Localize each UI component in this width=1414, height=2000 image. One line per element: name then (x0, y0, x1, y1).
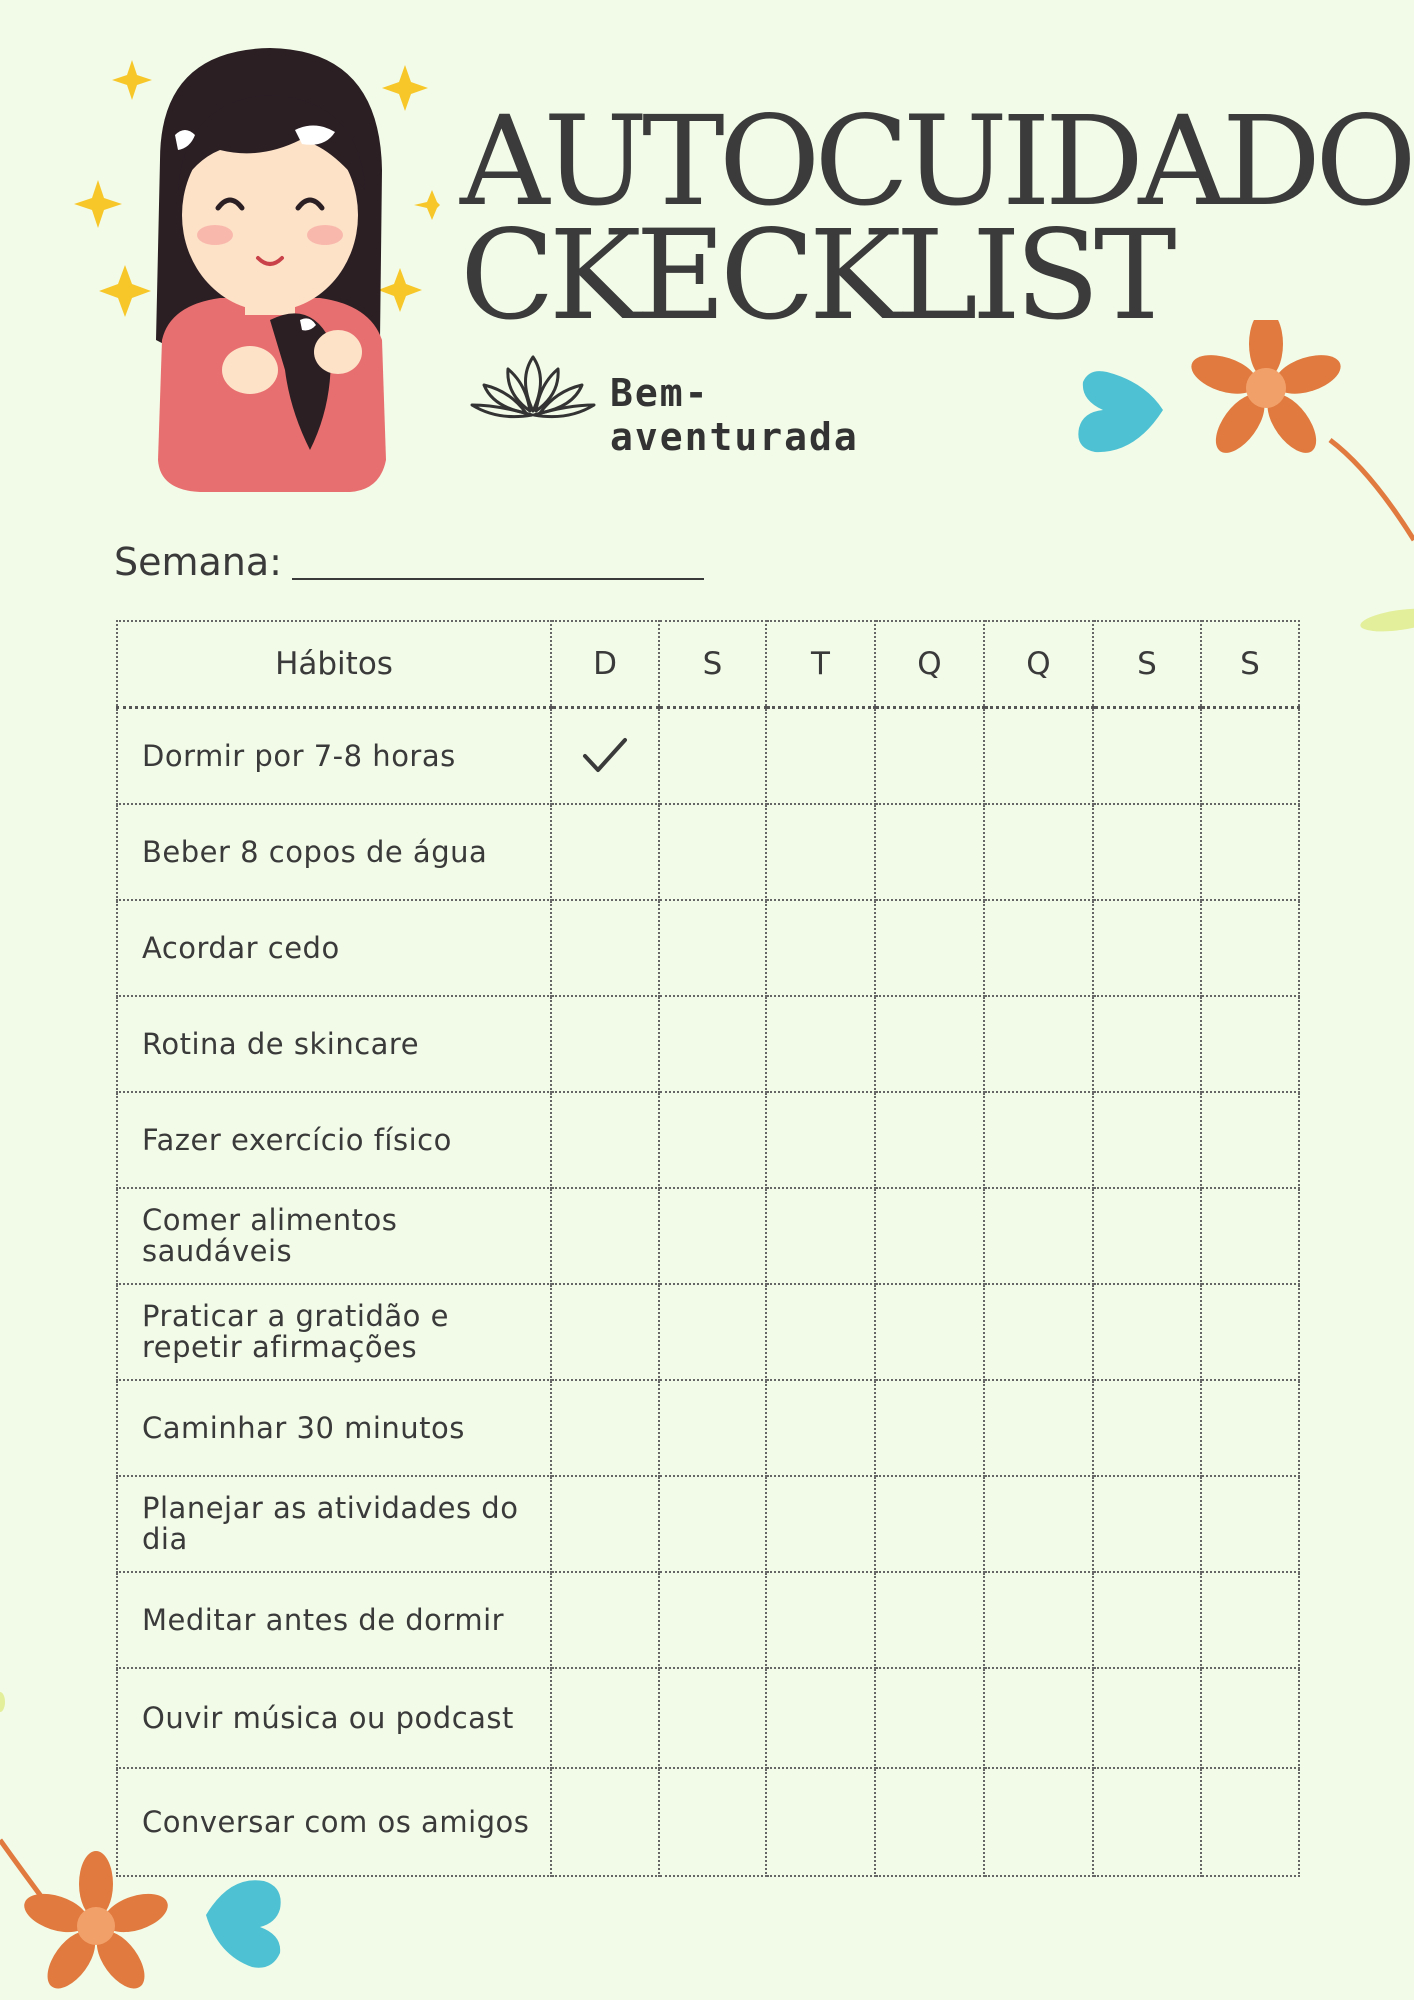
day-column-header: S (1201, 621, 1299, 708)
day-check-cell[interactable] (659, 804, 766, 900)
day-check-cell[interactable] (1201, 1476, 1299, 1572)
day-check-cell[interactable] (1201, 900, 1299, 996)
week-label: Semana: (114, 540, 282, 584)
day-check-cell[interactable] (1093, 1768, 1201, 1876)
day-check-cell[interactable] (551, 1092, 659, 1188)
day-check-cell[interactable] (984, 1188, 1093, 1284)
habit-column-header: Hábitos (117, 621, 551, 708)
day-check-cell[interactable] (659, 1188, 766, 1284)
day-check-cell[interactable] (875, 804, 984, 900)
day-check-cell[interactable] (659, 1380, 766, 1476)
day-check-cell[interactable] (766, 1188, 875, 1284)
day-check-cell[interactable] (1093, 1284, 1201, 1380)
day-check-cell[interactable] (551, 1188, 659, 1284)
day-check-cell[interactable] (1093, 708, 1201, 805)
day-check-cell[interactable] (984, 1768, 1093, 1876)
day-check-cell[interactable] (659, 708, 766, 805)
day-check-cell[interactable] (1201, 708, 1299, 805)
day-check-cell[interactable] (659, 1092, 766, 1188)
day-column-header: D (551, 621, 659, 708)
week-input-line[interactable] (292, 578, 704, 580)
day-check-cell[interactable] (766, 1284, 875, 1380)
day-check-cell[interactable] (875, 1092, 984, 1188)
habit-label: Ouvir música ou podcast (117, 1668, 551, 1768)
day-check-cell[interactable] (875, 708, 984, 805)
day-check-cell[interactable] (1093, 804, 1201, 900)
habit-label: Beber 8 copos de água (117, 804, 551, 900)
flower-stem (1330, 440, 1414, 540)
table-row (117, 1572, 1299, 1668)
day-check-cell[interactable] (875, 900, 984, 996)
habit-table (116, 620, 1300, 1877)
day-check-cell[interactable] (659, 996, 766, 1092)
day-check-cell[interactable] (1201, 1572, 1299, 1668)
day-column-header: Q (875, 621, 984, 708)
page-title: AUTOCUIDADO CKECKLIST (460, 90, 1411, 348)
lotus-icon (468, 349, 598, 425)
day-check-cell[interactable] (766, 1768, 875, 1876)
day-check-cell[interactable] (1093, 900, 1201, 996)
habit-label: Planejar as atividades do dia (117, 1476, 551, 1572)
day-check-cell[interactable] (875, 1380, 984, 1476)
day-check-cell[interactable] (659, 1768, 766, 1876)
day-check-cell[interactable] (875, 1668, 984, 1768)
day-check-cell[interactable] (766, 1572, 875, 1668)
table-row (117, 1284, 1299, 1380)
day-check-cell[interactable] (551, 1380, 659, 1476)
flower-icon (19, 1851, 172, 1997)
day-check-cell[interactable] (551, 1768, 659, 1876)
day-column-header: Q (984, 621, 1093, 708)
habit-label: Fazer exercício físico (117, 1092, 551, 1188)
day-check-cell[interactable] (551, 1476, 659, 1572)
table-row (117, 1668, 1299, 1768)
day-check-cell[interactable] (551, 900, 659, 996)
table-row (117, 1380, 1299, 1476)
day-check-cell[interactable] (766, 1092, 875, 1188)
habit-label: Praticar a gratidão e repetir afirmações (117, 1284, 551, 1380)
habit-label: Caminhar 30 minutos (117, 1380, 551, 1476)
day-check-cell[interactable] (984, 1476, 1093, 1572)
day-check-cell[interactable] (551, 804, 659, 900)
day-check-cell[interactable] (875, 1188, 984, 1284)
day-check-cell[interactable] (984, 900, 1093, 996)
day-check-cell[interactable] (984, 1092, 1093, 1188)
day-check-cell[interactable] (766, 1476, 875, 1572)
day-check-cell[interactable] (1093, 1476, 1201, 1572)
day-check-cell[interactable] (766, 1380, 875, 1476)
table-row (117, 1092, 1299, 1188)
table-row (117, 804, 1299, 900)
day-check-cell[interactable] (1201, 1768, 1299, 1876)
day-check-cell[interactable] (984, 1668, 1093, 1768)
day-check-cell[interactable] (766, 804, 875, 900)
flower-decoration (1180, 320, 1414, 550)
heart-icon (1075, 368, 1165, 454)
table-row (117, 1188, 1299, 1284)
day-check-cell[interactable] (1201, 1092, 1299, 1188)
day-check-cell[interactable] (551, 996, 659, 1092)
day-check-cell[interactable] (1201, 996, 1299, 1092)
day-check-cell[interactable] (659, 900, 766, 996)
flower-decoration (0, 1820, 180, 2000)
day-column-header: S (659, 621, 766, 708)
table-row (117, 900, 1299, 996)
day-check-cell[interactable] (766, 900, 875, 996)
habit-rows (117, 708, 1299, 1877)
day-check-cell[interactable] (1201, 804, 1299, 900)
leaf-decoration (1360, 600, 1414, 636)
habit-label: Conversar com os amigos (117, 1768, 551, 1876)
day-check-cell[interactable] (875, 996, 984, 1092)
heart-icon (200, 1875, 286, 1971)
day-column-header: S (1093, 621, 1201, 708)
day-check-cell[interactable] (875, 1476, 984, 1572)
day-check-cell[interactable] (984, 1572, 1093, 1668)
day-check-cell[interactable] (1201, 1380, 1299, 1476)
day-check-cell[interactable] (875, 1284, 984, 1380)
flower-icon (1187, 320, 1346, 461)
leaf-decoration (0, 1690, 10, 1714)
day-check-cell[interactable] (984, 708, 1093, 805)
day-check-cell[interactable] (984, 804, 1093, 900)
table-row (117, 996, 1299, 1092)
table-row (117, 708, 1299, 805)
checkmark-icon (582, 736, 628, 776)
day-check-cell[interactable] (659, 1572, 766, 1668)
day-check-cell[interactable] (984, 1284, 1093, 1380)
day-check-cell[interactable] (984, 996, 1093, 1092)
day-check-cell[interactable] (1093, 1572, 1201, 1668)
day-check-cell[interactable] (659, 1284, 766, 1380)
day-check-cell[interactable] (766, 1668, 875, 1768)
table-row (117, 1476, 1299, 1572)
day-check-cell[interactable] (1093, 1188, 1201, 1284)
girl-illustration (70, 40, 440, 500)
day-check-cell[interactable] (659, 1476, 766, 1572)
day-check-cell[interactable] (551, 708, 659, 805)
habit-label: Comer alimentos saudáveis (117, 1188, 551, 1284)
day-check-cell[interactable] (1201, 1188, 1299, 1284)
table-header-row (117, 621, 1299, 708)
day-check-cell[interactable] (659, 1668, 766, 1768)
day-check-cell[interactable] (551, 1284, 659, 1380)
day-check-cell[interactable] (551, 1572, 659, 1668)
day-check-cell[interactable] (1093, 1668, 1201, 1768)
day-check-cell[interactable] (551, 1668, 659, 1768)
habit-label: Dormir por 7-8 horas (117, 708, 551, 805)
day-check-cell[interactable] (875, 1572, 984, 1668)
brand-name: Bem-aventurada (610, 371, 859, 459)
habit-label: Meditar antes de dormir (117, 1572, 551, 1668)
day-check-cell[interactable] (1093, 996, 1201, 1092)
day-check-cell[interactable] (875, 1768, 984, 1876)
day-check-cell[interactable] (1093, 1092, 1201, 1188)
day-check-cell[interactable] (984, 1380, 1093, 1476)
day-check-cell[interactable] (1201, 1284, 1299, 1380)
day-check-cell[interactable] (766, 996, 875, 1092)
habit-label: Rotina de skincare (117, 996, 551, 1092)
day-check-cell[interactable] (1093, 1380, 1201, 1476)
habit-label: Acordar cedo (117, 900, 551, 996)
table-row (117, 1768, 1299, 1876)
day-column-header: T (766, 621, 875, 708)
day-check-cell[interactable] (766, 708, 875, 805)
day-check-cell[interactable] (1201, 1668, 1299, 1768)
